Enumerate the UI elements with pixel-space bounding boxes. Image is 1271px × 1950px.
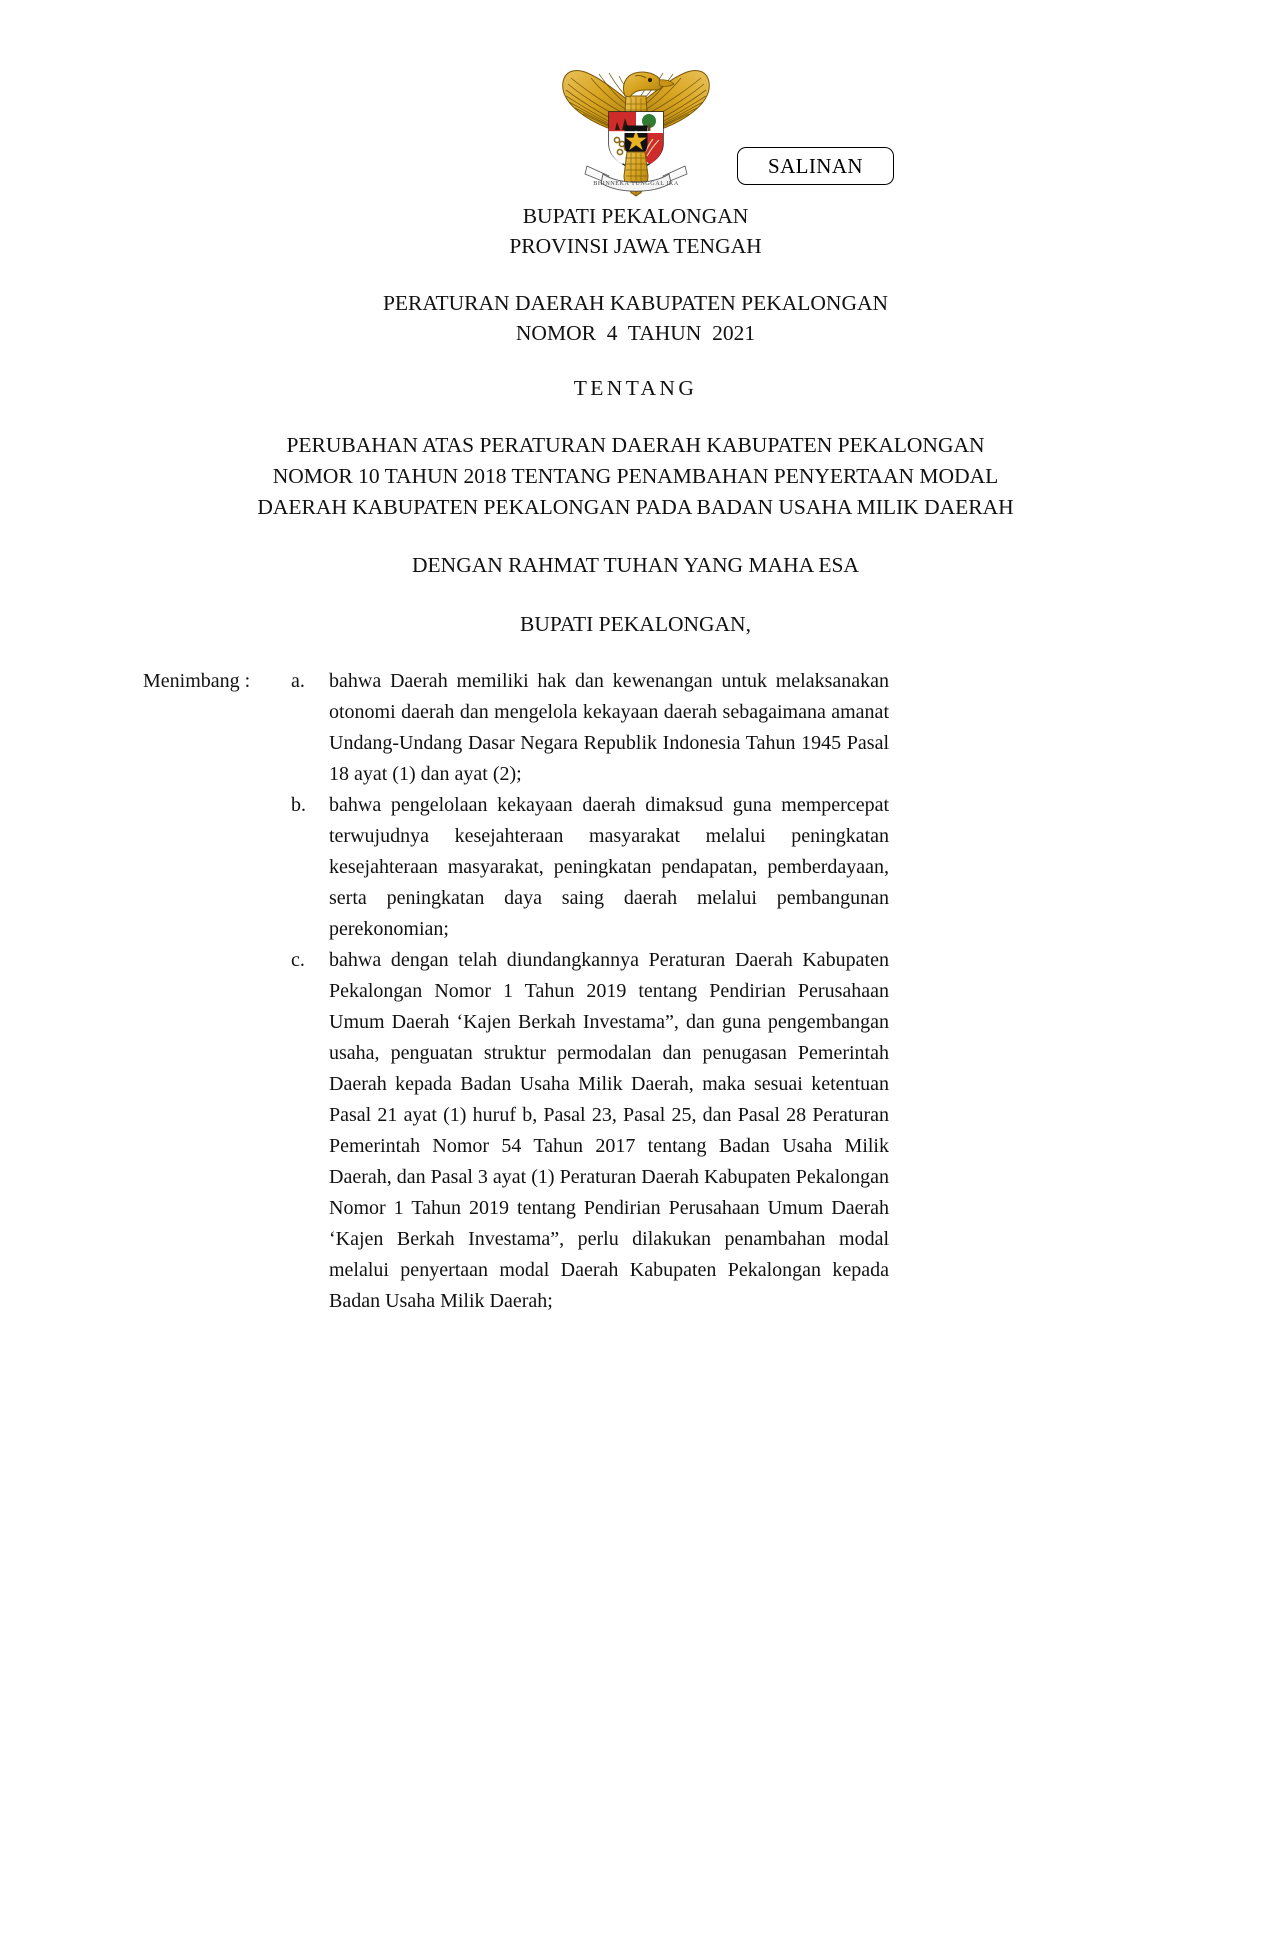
blessing-block [0, 550, 1271, 580]
regulation-title [0, 288, 1271, 348]
garuda-pancasila-emblem [547, 52, 725, 200]
considering-items [291, 666, 889, 1317]
blessing-line: DENGAN RAHMAT TUHAN YANG MAHA ESA [412, 553, 859, 577]
list-item-marker: b. [291, 794, 306, 816]
list-item [291, 790, 889, 945]
considering-label: Menimbang : [143, 670, 251, 692]
bupati-line: BUPATI PEKALONGAN [522, 204, 749, 228]
salinan-stamp [737, 147, 894, 185]
considering-section [0, 666, 1271, 1317]
svg-text:BHINNEKA TUNGGAL IKA: BHINNEKA TUNGGAL IKA [592, 180, 679, 188]
subject-line-3: DAERAH KABUPATEN PEKALONGAN PADA BADAN USAHA MILIK DAERAH [257, 495, 1014, 519]
considering-row [0, 666, 1271, 1317]
regulation-name: PERATURAN DAERAH KABUPATEN PEKALONGAN [382, 291, 889, 315]
list-item-marker: c. [291, 949, 305, 971]
salinan-label: SALINAN [768, 153, 863, 178]
office-line: BUPATI PEKALONGAN, [520, 612, 751, 636]
subject-line-1: PERUBAHAN ATAS PERATURAN DAERAH KABUPATEN PEKALONGAN [286, 433, 985, 457]
about-label: TENTANG [573, 376, 698, 400]
subject-line-2: NOMOR 10 TAHUN 2018 TENTANG PENAMBAHAN PENYERTAAN MODAL [272, 464, 999, 488]
list-item-text: bahwa pengelolaan kekayaan daerah dimaksud guna mempercepat terwujudnya kesejahteraan masyarakat melalui peningkatan kesejahteraan masyarakat, peningkatan pendapatan, pemberdayaan, serta peningkatan daya saing daerah melalui pembangunan perekonomian; [329, 794, 889, 940]
list-item-marker: a. [291, 670, 305, 692]
provinsi-line: PROVINSI JAWA TENGAH [509, 234, 762, 258]
regulation-number: NOMOR 4 TAHUN 2021 [515, 321, 756, 345]
emblem-container [0, 52, 1271, 200]
about-label-block [0, 373, 1271, 403]
office-block [0, 609, 1271, 639]
list-item-text: bahwa Daerah memiliki hak dan kewenangan untuk melaksanakan otonomi daerah dan mengelola kekayaan daerah sebagaimana amanat Undang-Undang Dasar Negara Republik Indonesia Tahun 1945 Pasal 18 ayat (1) dan ayat (2); [329, 670, 889, 785]
list-item [291, 666, 889, 790]
regulation-subject [0, 430, 1271, 523]
organization-header [0, 201, 1271, 261]
list-item [291, 945, 889, 1317]
list-item-text: bahwa dengan telah diundangkannya Peraturan Daerah Kabupaten Pekalongan Nomor 1 Tahun 2019 tentang Pendirian Perusahaan Umum Daerah ‘Kajen Berkah Investama”, dan guna pengembangan usaha, penguatan struktur permodalan dan penugasan Pemerintah Daerah kepada Badan Usaha Milik Daerah, maka sesuai ketentuan Pasal 21 ayat (1) huruf b, Pasal 23, Pasal 25, dan Pasal 28 Peraturan Pemerintah Nomor 54 Tahun 2017 tentang Badan Usaha Milik Daerah, dan Pasal 3 ayat (1) Peraturan Daerah Kabupaten Pekalongan Nomor 1 Tahun 2019 tentang Pendirian Perusahaan Umum Daerah ‘Kajen Berkah Investama”, perlu dilakukan penambahan modal melalui penyertaan modal Daerah Kabupaten Pekalongan kepada Badan Usaha Milik Daerah; [329, 949, 889, 1312]
